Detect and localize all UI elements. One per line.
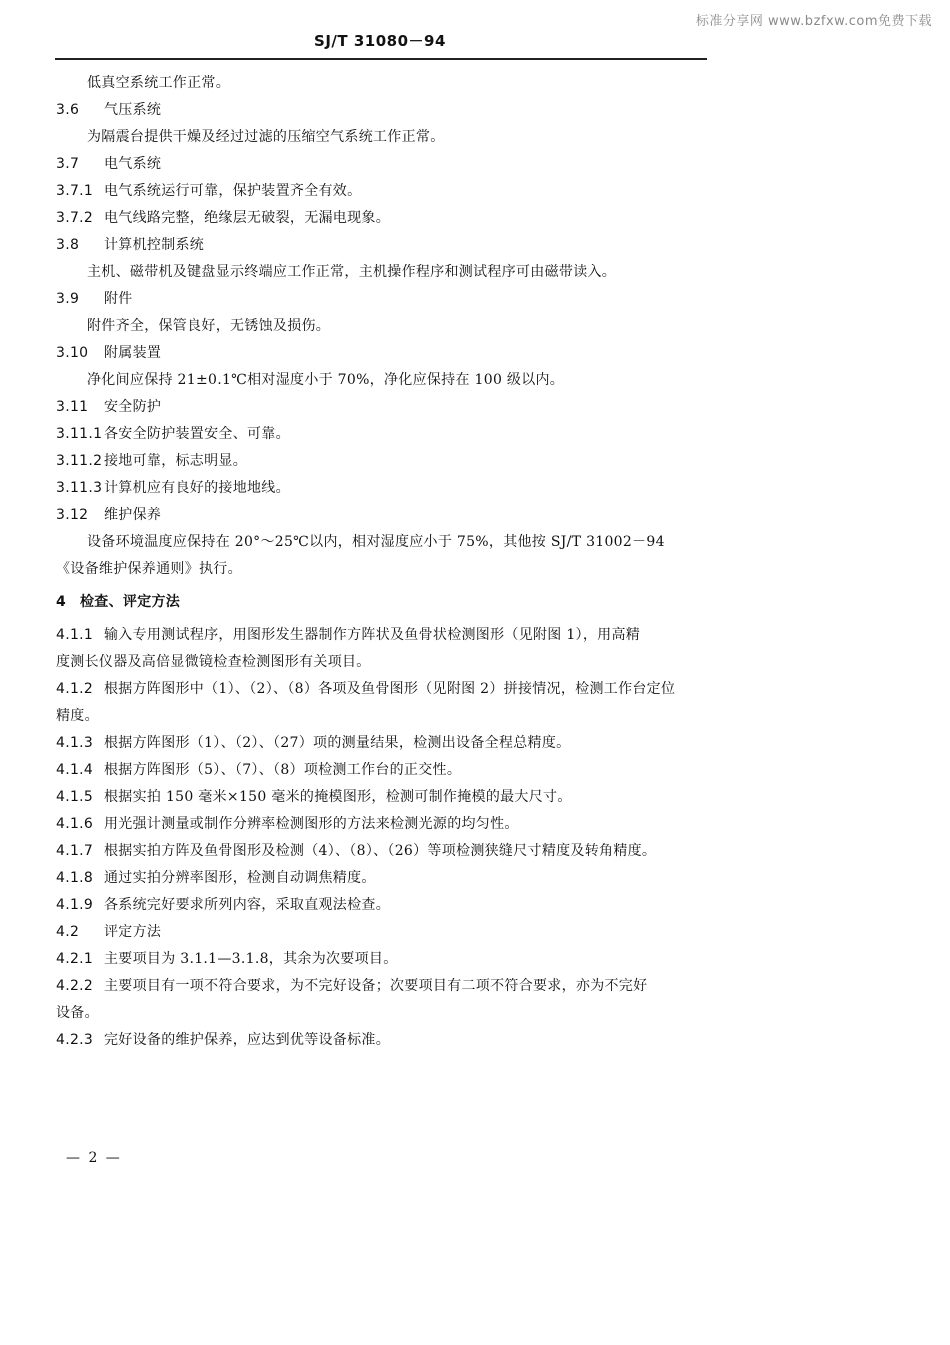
clause-number: 3.11.1 xyxy=(56,426,103,442)
clause-line xyxy=(56,475,708,502)
text-line xyxy=(56,556,708,583)
line-text: 附件齐全，保管良好，无锈蚀及损伤。 xyxy=(87,318,331,334)
clause-text: 根据实拍方阵及鱼骨图形及检测（4）、（8）、（26）等项检测狭缝尺寸精度及转角精度。 xyxy=(104,843,657,859)
section-title: 检查、评定方法 xyxy=(80,594,181,610)
page-number: — 2 — xyxy=(66,1150,122,1166)
clause-line xyxy=(56,178,708,205)
clause-number: 4.1.1 xyxy=(56,627,94,643)
clause-line xyxy=(56,622,708,649)
line-text: 主机、磁带机及键盘显示终端应工作正常，主机操作程序和测试程序可由磁带读入。 xyxy=(87,264,617,280)
clause-text: 根据实拍 150 毫米×150 毫米的掩模图形，检测可制作掩模的最大尺寸。 xyxy=(104,789,572,805)
clause-line xyxy=(56,811,708,838)
clause-number: 3.12 xyxy=(56,507,89,523)
clause-number: 3.7.2 xyxy=(56,210,94,226)
clause-number: 3.10 xyxy=(56,345,89,361)
text-line xyxy=(56,70,708,97)
clause-number: 4.2.2 xyxy=(56,978,94,994)
clause-title: 电气系统 xyxy=(104,156,162,172)
clause-line xyxy=(56,1027,708,1054)
clause-number: 4.1.8 xyxy=(56,870,94,886)
clause-text: 主要项目有一项不符合要求，为不完好设备；次要项目有二项不符合要求，亦为不完好 xyxy=(104,978,648,994)
clause-line xyxy=(56,865,708,892)
clause-text: 计算机应有良好的接地地线。 xyxy=(104,480,290,496)
section-number: 4 xyxy=(56,594,67,610)
clause-text: 主要项目为 3.1.1—3.1.8，其余为次要项目。 xyxy=(104,951,398,967)
text-line xyxy=(56,649,708,676)
line-text: 度测长仪器及高倍显微镜检查检测图形有关项目。 xyxy=(56,654,371,670)
line-text: 低真空系统工作正常。 xyxy=(87,75,230,91)
watermark: 标准分享网 www.bzfxw.com免费下载 xyxy=(695,14,932,29)
clause-title: 安全防护 xyxy=(104,399,162,415)
clause-line xyxy=(56,973,708,1000)
clause-line xyxy=(56,946,708,973)
line-text: 设备环境温度应保持在 20°～25℃以内，相对湿度应小于 75%，其他按 SJ/T 31002－94 xyxy=(87,534,665,550)
clause-text: 根据方阵图形中（1）、（2）、（8）各项及鱼骨图形（见附图 2）拼接情况，检测工作台定位 xyxy=(104,681,676,697)
text-line xyxy=(56,367,708,394)
clause-line xyxy=(56,421,708,448)
clause-number: 3.11.2 xyxy=(56,453,103,469)
clause-line xyxy=(56,784,708,811)
standard-code-header: SJ/T 31080－94 xyxy=(314,32,446,50)
clause-title: 计算机控制系统 xyxy=(104,237,205,253)
clause-line xyxy=(56,757,708,784)
clause-number: 4.1.3 xyxy=(56,735,94,751)
clause-number: 3.11.3 xyxy=(56,480,103,496)
line-text: 《设备维护保养通则》执行。 xyxy=(56,561,242,577)
clause-number: 4.1.5 xyxy=(56,789,94,805)
clause-number: 4.2.3 xyxy=(56,1032,94,1048)
clause-line xyxy=(56,151,708,178)
clause-line xyxy=(56,286,708,313)
clause-number: 4.1.7 xyxy=(56,843,94,859)
clause-number: 4.2.1 xyxy=(56,951,94,967)
text-line xyxy=(56,259,708,286)
clause-line xyxy=(56,730,708,757)
clause-number: 4.1.6 xyxy=(56,816,94,832)
clause-text: 各安全防护装置安全、可靠。 xyxy=(104,426,290,442)
clause-text: 接地可靠，标志明显。 xyxy=(104,453,247,469)
clause-line xyxy=(56,205,708,232)
clause-text: 用光强计测量或制作分辨率检测图形的方法来检测光源的均匀性。 xyxy=(104,816,519,832)
clause-number: 3.11 xyxy=(56,399,89,415)
clause-number: 3.6 xyxy=(56,102,80,118)
clause-line xyxy=(56,394,708,421)
clause-number: 3.9 xyxy=(56,291,80,307)
text-line xyxy=(56,313,708,340)
clause-text: 输入专用测试程序，用图形发生器制作方阵状及鱼骨状检测图形（见附图 1），用高精 xyxy=(104,627,641,643)
clause-line xyxy=(56,232,708,259)
clause-line xyxy=(56,838,708,865)
clause-line xyxy=(56,340,708,367)
clause-title: 气压系统 xyxy=(104,102,162,118)
clause-line xyxy=(56,919,708,946)
line-text: 净化间应保持 21±0.1℃相对湿度小于 70%，净化应保持在 100 级以内。 xyxy=(87,372,565,388)
clause-text: 电气线路完整，绝缘层无破裂，无漏电现象。 xyxy=(104,210,390,226)
document-body xyxy=(56,70,708,1054)
text-line xyxy=(56,529,708,556)
clause-title: 评定方法 xyxy=(104,924,162,940)
section-heading xyxy=(56,589,708,616)
header-rule xyxy=(55,58,707,60)
clause-text: 电气系统运行可靠，保护装置齐全有效。 xyxy=(104,183,362,199)
clause-number: 4.1.9 xyxy=(56,897,94,913)
clause-text: 根据方阵图形（1）、（2）、（27）项的测量结果，检测出设备全程总精度。 xyxy=(104,735,571,751)
clause-title: 附属装置 xyxy=(104,345,162,361)
clause-line xyxy=(56,502,708,529)
line-text: 为隔震台提供干燥及经过过滤的压缩空气系统工作正常。 xyxy=(87,129,445,145)
clause-line xyxy=(56,97,708,124)
text-line xyxy=(56,703,708,730)
clause-text: 各系统完好要求所列内容，采取直观法检查。 xyxy=(104,897,390,913)
clause-number: 4.1.2 xyxy=(56,681,94,697)
clause-number: 4.1.4 xyxy=(56,762,94,778)
clause-text: 根据方阵图形（5）、（7）、（8）项检测工作台的正交性。 xyxy=(104,762,462,778)
clause-number: 3.7 xyxy=(56,156,80,172)
text-line xyxy=(56,1000,708,1027)
clause-number: 3.8 xyxy=(56,237,80,253)
line-text: 精度。 xyxy=(56,708,99,724)
clause-line xyxy=(56,676,708,703)
clause-title: 维护保养 xyxy=(104,507,162,523)
clause-title: 附件 xyxy=(104,291,133,307)
clause-text: 通过实拍分辨率图形，检测自动调焦精度。 xyxy=(104,870,376,886)
line-text: 设备。 xyxy=(56,1005,99,1021)
clause-number: 3.7.1 xyxy=(56,183,94,199)
clause-line xyxy=(56,448,708,475)
clause-line xyxy=(56,892,708,919)
clause-number: 4.2 xyxy=(56,924,80,940)
text-line xyxy=(56,124,708,151)
clause-text: 完好设备的维护保养，应达到优等设备标准。 xyxy=(104,1032,390,1048)
